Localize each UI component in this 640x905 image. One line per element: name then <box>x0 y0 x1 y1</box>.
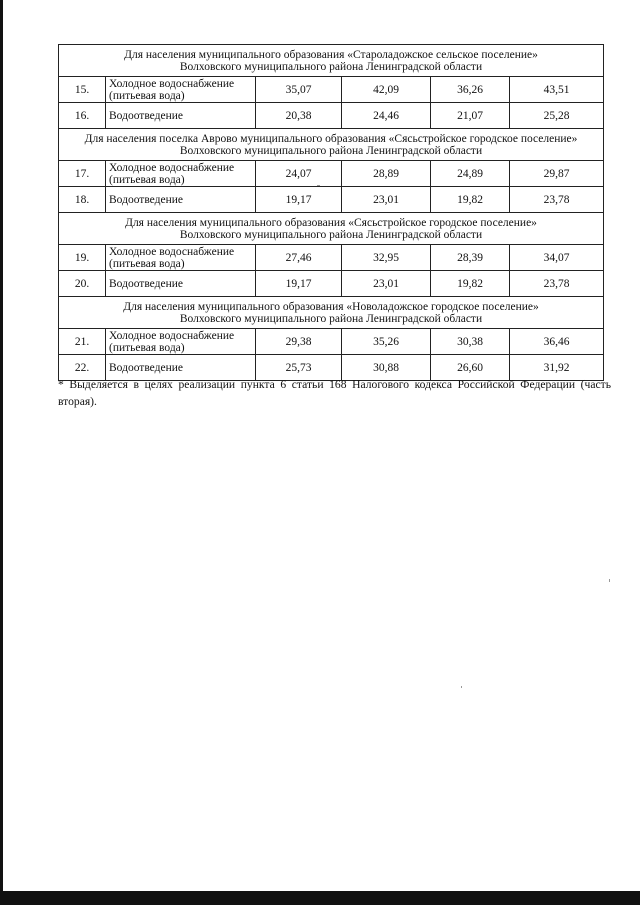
service-name-line: Водоотведение <box>109 109 183 122</box>
service-name-line: (питьевая вода) <box>109 89 185 102</box>
tariff-value: 35,07 <box>256 77 342 103</box>
tariff-table-body <box>59 45 604 381</box>
service-name <box>106 77 256 103</box>
service-name-line: Холодное водоснабжение <box>109 329 235 342</box>
tariff-value: 34,07 <box>510 245 604 271</box>
service-name-line: Водоотведение <box>109 361 183 374</box>
tariff-value: 43,51 <box>510 77 604 103</box>
row-number: 22. <box>59 355 106 381</box>
row-number: 18. <box>59 187 106 213</box>
table-row <box>59 245 604 271</box>
group-header-line: Волховского муниципального района Ленинградской области <box>179 60 483 73</box>
table-row <box>59 271 604 297</box>
tariff-value: 23,78 <box>510 271 604 297</box>
table-row <box>59 103 604 129</box>
row-number: 16. <box>59 103 106 129</box>
group-header-line: Для населения муниципального образования «Новоладожское городское поселение» <box>123 300 539 313</box>
service-name-line: (питьевая вода) <box>109 341 185 354</box>
service-name <box>106 245 256 271</box>
tariff-value: 27,46 <box>256 245 342 271</box>
service-name-line: (питьевая вода) <box>109 173 185 186</box>
tariff-value: 31,92 <box>510 355 604 381</box>
service-name <box>106 271 256 297</box>
scan-speck <box>317 185 320 186</box>
row-number: 20. <box>59 271 106 297</box>
tariff-value: 29,87 <box>510 161 604 187</box>
footnote: * Выделяется в целях реализации пункта 6 статьи 168 Налогового кодекса Российской Федерации (часть вторая). <box>58 378 611 408</box>
table-row <box>59 329 604 355</box>
tariff-value: 42,09 <box>342 77 431 103</box>
service-name <box>106 161 256 187</box>
service-name-line: (питьевая вода) <box>109 257 185 270</box>
tariff-value: 35,26 <box>342 329 431 355</box>
service-name <box>106 187 256 213</box>
document-page <box>58 44 603 381</box>
table-row <box>59 77 604 103</box>
group-header-line: Для населения поселка Аврово муниципального образования «Сясьстройское городское поселение» <box>84 132 578 145</box>
tariff-value: 32,95 <box>342 245 431 271</box>
tariff-value: 19,82 <box>431 271 510 297</box>
tariff-value: 24,89 <box>431 161 510 187</box>
tariff-value: 25,73 <box>256 355 342 381</box>
tariff-value: 30,88 <box>342 355 431 381</box>
tariff-value: 19,17 <box>256 271 342 297</box>
tariff-value: 28,89 <box>342 161 431 187</box>
scan-bottom-edge <box>0 891 640 905</box>
group-header <box>59 297 604 329</box>
tariff-value: 36,46 <box>510 329 604 355</box>
group-header <box>59 45 604 77</box>
service-name-line: Холодное водоснабжение <box>109 77 235 90</box>
group-header-row <box>59 129 604 161</box>
row-number: 15. <box>59 77 106 103</box>
tariff-value: 20,38 <box>256 103 342 129</box>
group-header-row <box>59 45 604 77</box>
row-number: 21. <box>59 329 106 355</box>
tariff-value: 24,46 <box>342 103 431 129</box>
tariff-value: 25,28 <box>510 103 604 129</box>
tariff-value: 21,07 <box>431 103 510 129</box>
tariff-value: 23,01 <box>342 271 431 297</box>
group-header-line: Волховского муниципального района Ленинградской области <box>179 312 483 325</box>
tariff-value: 36,26 <box>431 77 510 103</box>
tariff-value: 24,07 <box>256 161 342 187</box>
service-name <box>106 329 256 355</box>
service-name-line: Холодное водоснабжение <box>109 161 235 174</box>
group-header-line: Для населения муниципального образования «Староладожское сельское поселение» <box>124 48 538 61</box>
tariff-value: 19,17 <box>256 187 342 213</box>
tariff-value: 26,60 <box>431 355 510 381</box>
scan-speck <box>461 686 462 688</box>
service-name-line: Холодное водоснабжение <box>109 245 235 258</box>
service-name-line: Водоотведение <box>109 277 183 290</box>
group-header-row <box>59 297 604 329</box>
tariff-value: 23,01 <box>342 187 431 213</box>
tariff-value: 23,78 <box>510 187 604 213</box>
group-header-line: Волховского муниципального района Ленинградской области <box>179 228 483 241</box>
table-row <box>59 161 604 187</box>
service-name <box>106 103 256 129</box>
tariff-value: 28,39 <box>431 245 510 271</box>
group-header-line: Для населения муниципального образования «Сясьстройское городское поселение» <box>125 216 537 229</box>
table-row <box>59 187 604 213</box>
row-number: 17. <box>59 161 106 187</box>
scan-speck <box>609 579 610 582</box>
row-number: 19. <box>59 245 106 271</box>
group-header-line: Волховского муниципального района Ленинградской области <box>179 144 483 157</box>
tariff-value: 30,38 <box>431 329 510 355</box>
group-header <box>59 213 604 245</box>
tariff-value: 29,38 <box>256 329 342 355</box>
tariff-value: 19,82 <box>431 187 510 213</box>
scan-left-edge <box>0 0 3 905</box>
tariff-table <box>58 44 604 381</box>
group-header-row <box>59 213 604 245</box>
service-name-line: Водоотведение <box>109 193 183 206</box>
group-header <box>59 129 604 161</box>
